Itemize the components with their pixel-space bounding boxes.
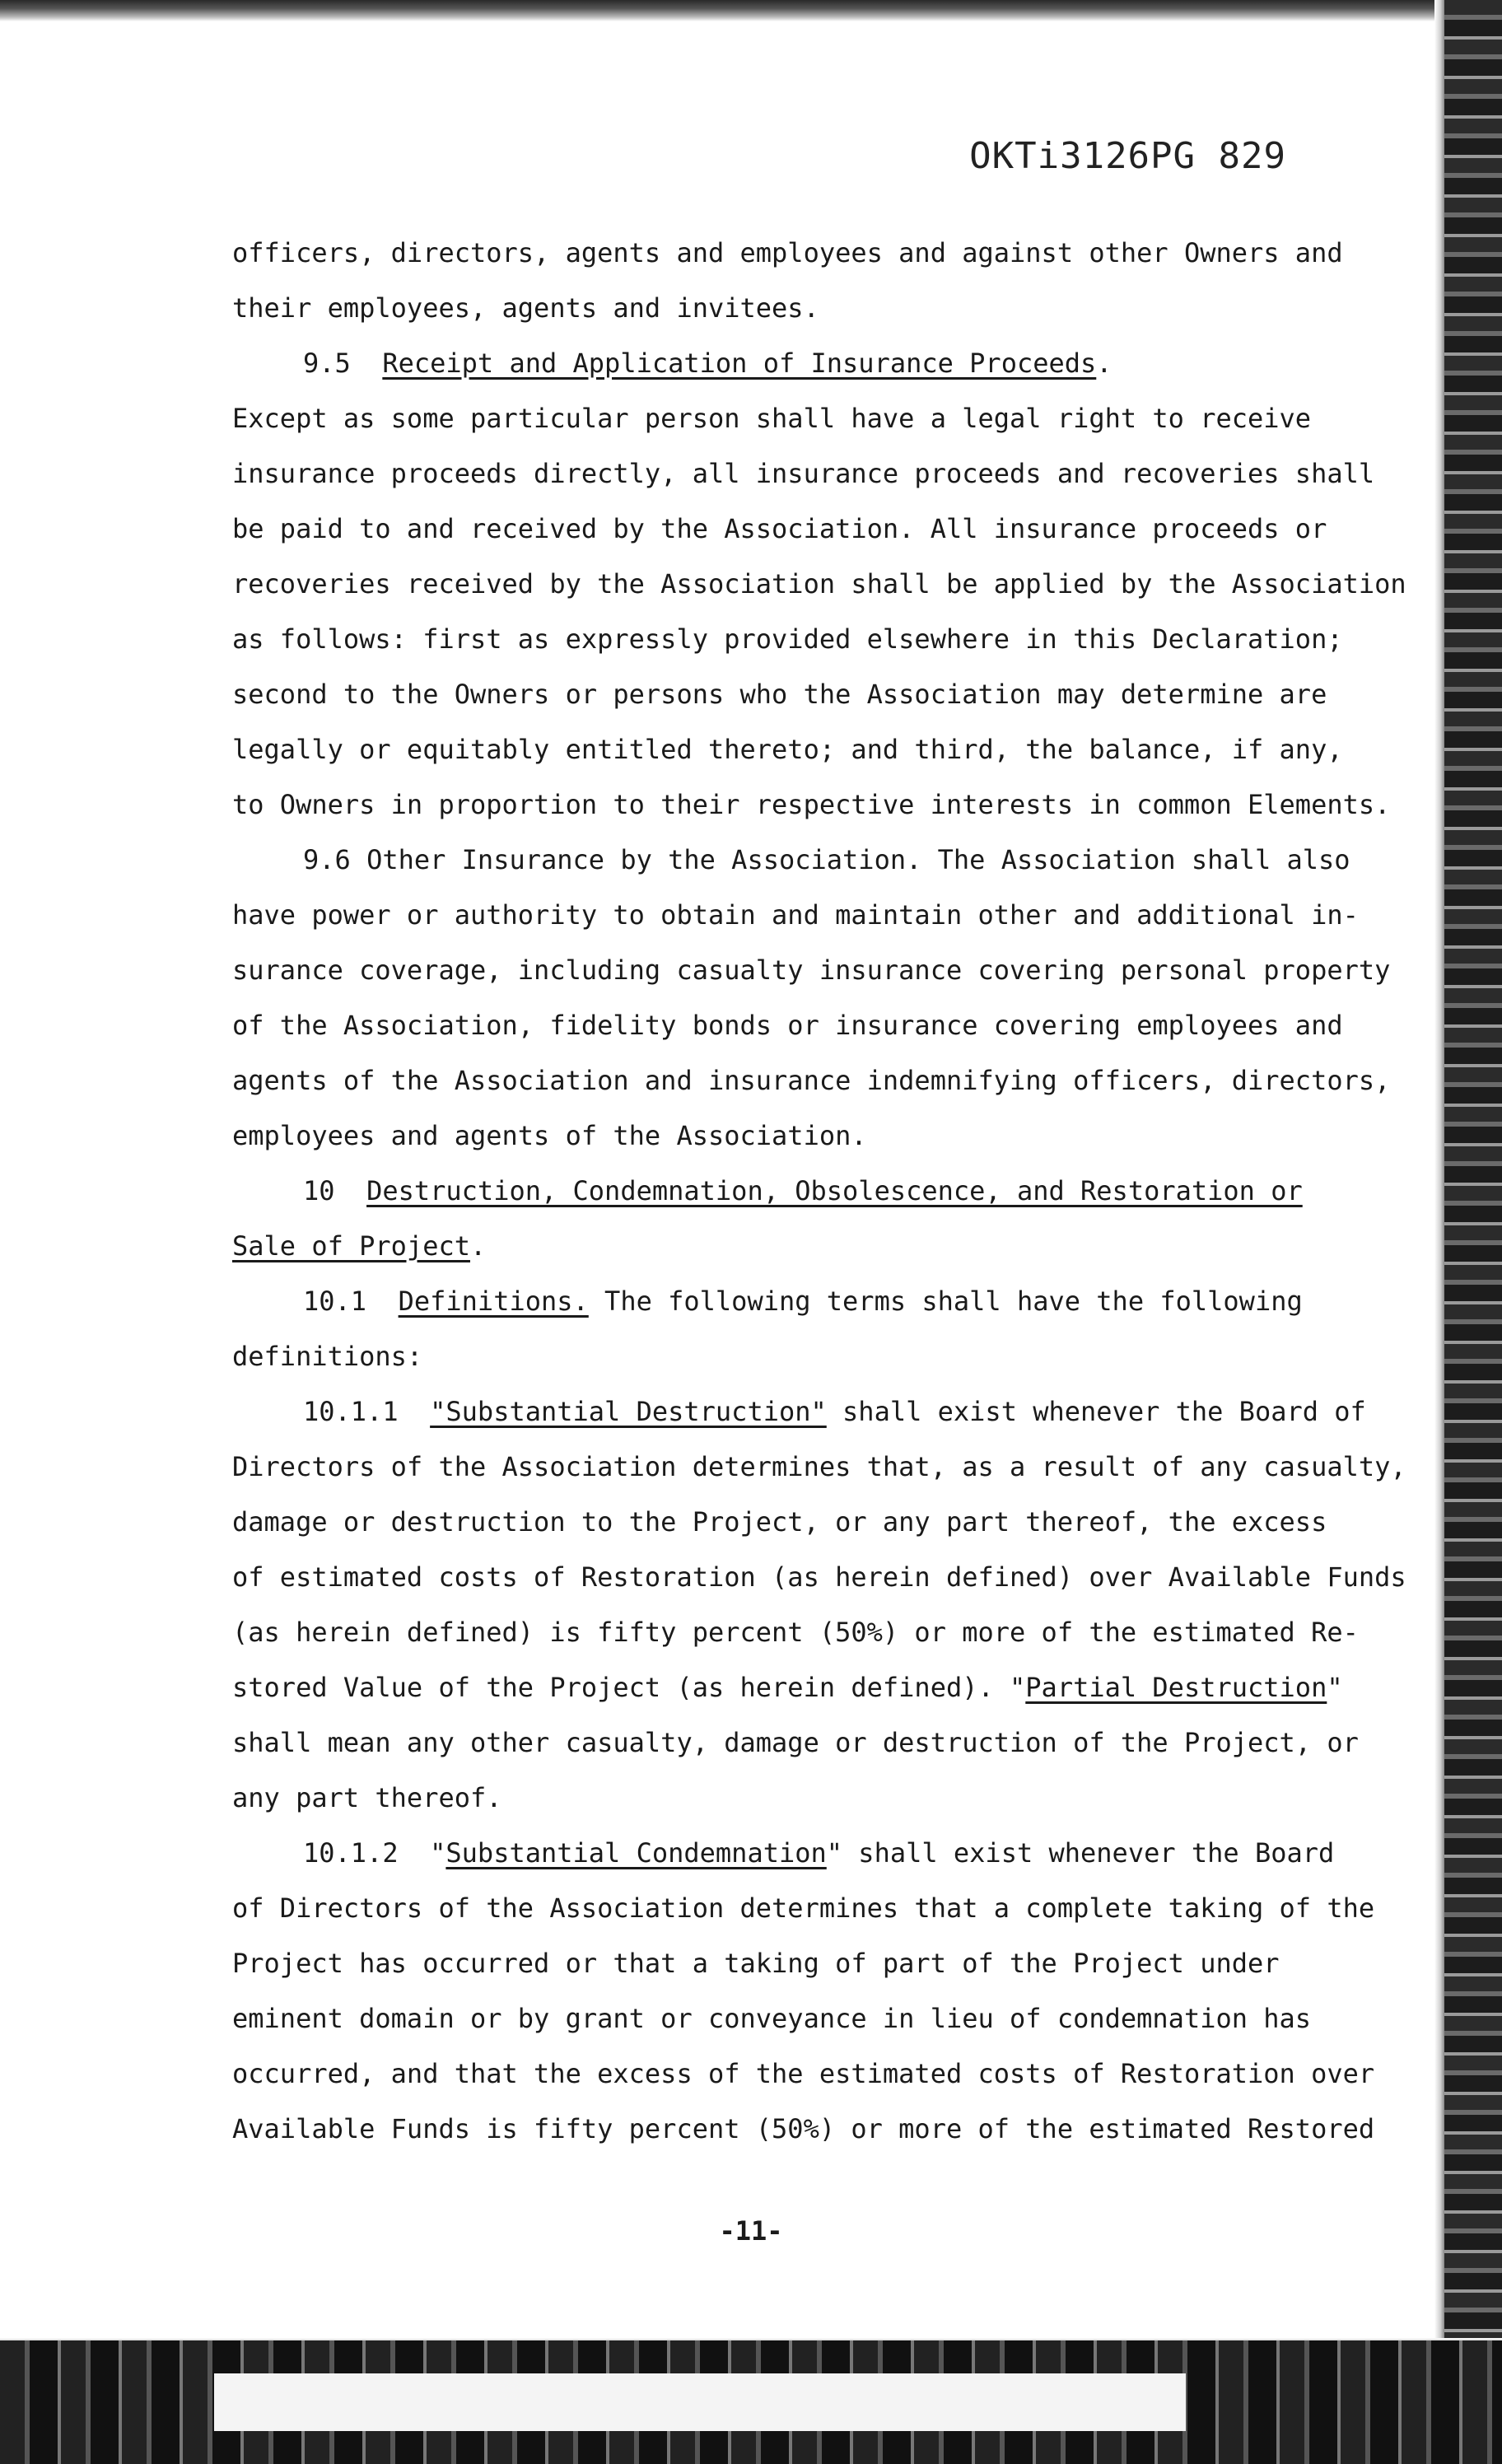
section-heading-10-cont: Sale of Project. <box>232 1230 487 1262</box>
text-line: (as herein defined) is fifty percent (50%) or more of the estimated Re- <box>232 1617 1359 1648</box>
defined-term: Partial Destruction <box>1025 1672 1327 1703</box>
book-page-stamp: OKTi3126PG 829 <box>969 135 1286 177</box>
document-body <box>232 226 1406 2157</box>
text-line: to Owners in proportion to their respective interests in common Elements. <box>232 789 1391 820</box>
section-title: Destruction, Condemnation, Obsolescence, and Restoration or <box>366 1175 1303 1206</box>
text-line: any part thereof. <box>232 1782 502 1813</box>
section-paragraph-9-6: 9.6 Other Insurance by the Association. The Association shall also <box>303 844 1350 875</box>
scan-edge-bottom <box>0 2340 1502 2464</box>
text-line: stored Value of the Project (as herein defined). "Partial Destruction" <box>232 1672 1343 1703</box>
text-line: definitions: <box>232 1341 423 1372</box>
text-line: as follows: first as expressly provided elsewhere in this Declaration; <box>232 623 1343 655</box>
scan-edge-top <box>0 0 1502 21</box>
section-heading-10-1-1: 10.1.1 "Substantial Destruction" shall exist whenever the Board of <box>303 1396 1366 1427</box>
text-line: officers, directors, agents and employees and against other Owners and <box>232 237 1343 268</box>
section-heading-10: 10 Destruction, Condemnation, Obsolescence, and Restoration or <box>303 1175 1303 1206</box>
text-line: surance coverage, including casualty insurance covering personal property <box>232 954 1391 986</box>
text-line: be paid to and received by the Association. All insurance proceeds or <box>232 513 1327 544</box>
section-title: Definitions. <box>398 1286 589 1317</box>
scan-edge-right <box>1444 0 1502 2464</box>
text-line: of estimated costs of Restoration (as herein defined) over Available Funds <box>232 1561 1406 1593</box>
text-line: employees and agents of the Association. <box>232 1120 867 1151</box>
text-line: occurred, and that the excess of the estimated costs of Restoration over <box>232 2058 1375 2089</box>
defined-term: "Substantial Destruction" <box>430 1396 827 1427</box>
text-line: damage or destruction to the Project, or any part thereof, the excess <box>232 1506 1327 1538</box>
section-title: Receipt and Application of Insurance Proceeds <box>382 348 1097 379</box>
text-line: Except as some particular person shall have a legal right to receive <box>232 403 1312 434</box>
text-line: Available Funds is fifty percent (50%) or more of the estimated Restored <box>232 2113 1375 2144</box>
text-line: have power or authority to obtain and maintain other and additional in- <box>232 899 1359 931</box>
text-line: shall mean any other casualty, damage or destruction of the Project, or <box>232 1727 1359 1758</box>
text-line: second to the Owners or persons who the Association may determine are <box>232 679 1327 710</box>
text-line: insurance proceeds directly, all insurance proceeds and recoveries shall <box>232 458 1375 489</box>
section-title: Sale of Project <box>232 1230 470 1262</box>
text-line: agents of the Association and insurance indemnifying officers, directors, <box>232 1065 1391 1096</box>
page-number: -11- <box>719 2215 783 2247</box>
scan-bottom-gap <box>214 2373 1186 2431</box>
text-line: of Directors of the Association determines that a complete taking of the <box>232 1892 1375 1924</box>
defined-term: Substantial Condemnation <box>445 1837 827 1869</box>
text-line: recoveries received by the Association shall be applied by the Association <box>232 568 1406 600</box>
section-heading-10-1-2: 10.1.2 "Substantial Condemnation" shall exist whenever the Board <box>303 1837 1335 1869</box>
text-line: of the Association, fidelity bonds or insurance covering employees and <box>232 1010 1343 1041</box>
text-line: legally or equitably entitled thereto; and third, the balance, if any, <box>232 734 1343 765</box>
text-line: Project has occurred or that a taking of part of the Project under <box>232 1948 1280 1979</box>
section-heading-10-1: 10.1 Definitions. The following terms shall have the following <box>303 1286 1303 1317</box>
text-line: their employees, agents and invitees. <box>232 292 819 324</box>
text-line: Directors of the Association determines that, as a result of any casualty, <box>232 1451 1406 1482</box>
text-line: eminent domain or by grant or conveyance in lieu of condemnation has <box>232 2003 1312 2034</box>
scan-edge-right-shadow <box>1434 0 1444 2464</box>
section-heading-9-5: 9.5 Receipt and Application of Insurance Proceeds. <box>303 348 1113 379</box>
